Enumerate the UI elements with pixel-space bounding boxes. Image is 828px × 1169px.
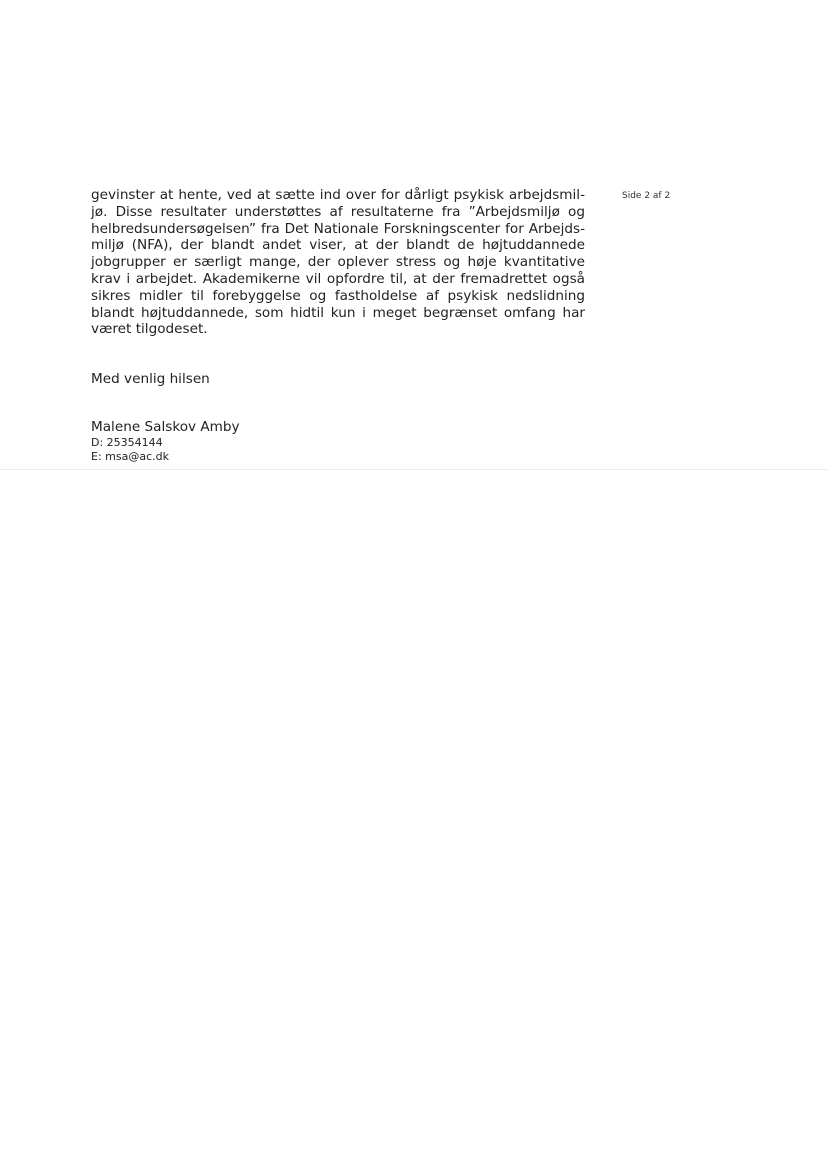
paragraph-line: miljø (NFA), der blandt andet viser, at der blandt de højtuddannede	[91, 237, 585, 254]
paragraph-line: krav i arbejdet. Akademikerne vil opfordre til, at der fremadrettet også	[91, 270, 585, 287]
paragraph-line: sikres midler til forebyggelse og fastholdelse af psykisk nedslidning	[91, 287, 585, 304]
phone-number: D: 25354144	[91, 436, 163, 449]
body-paragraph	[91, 187, 585, 338]
paragraph-line: jø. Disse resultater understøttes af resultaterne fra ”Arbejdsmiljø og	[91, 203, 585, 220]
paragraph-line: gevinster at hente, ved at sætte ind over for dårligt psykisk arbejdsmil-	[91, 187, 585, 203]
paragraph-line: blandt højtuddannede, som hidtil kun i meget begrænset omfang har	[91, 304, 585, 321]
email-address: E: msa@ac.dk	[91, 450, 169, 463]
paragraph-line: været tilgodeset.	[91, 321, 208, 338]
page-number: Side 2 af 2	[622, 191, 671, 201]
signature-name: Malene Salskov Amby	[91, 419, 240, 435]
paragraph-line: helbredsundersøgelsen” fra Det Nationale Forskningscenter for Arbejds-	[91, 220, 585, 237]
contact-details	[91, 436, 169, 464]
page-divider	[0, 469, 828, 470]
closing-salutation: Med venlig hilsen	[91, 371, 210, 387]
paragraph-line: jobgrupper er særligt mange, der oplever stress og høje kvantitative	[91, 254, 585, 271]
